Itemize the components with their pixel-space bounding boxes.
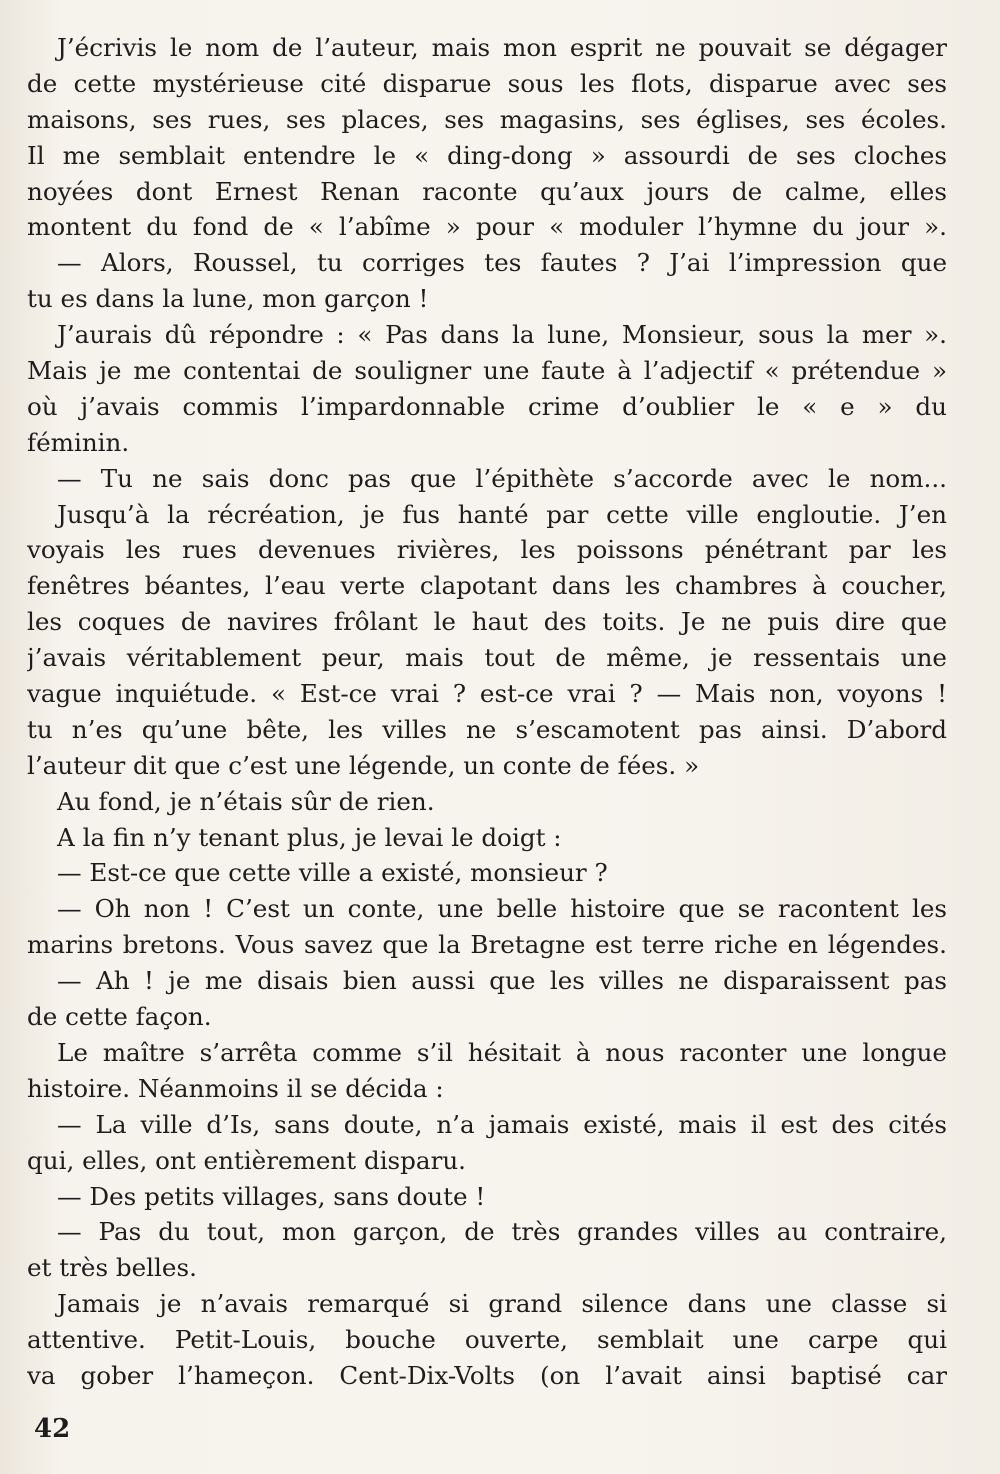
text-line: et très belles.	[27, 1253, 197, 1283]
text-line: fenêtres béantes, l’eau verte clapotant dans les chambres à coucher,	[27, 571, 947, 601]
text-line: Il me semblait entendre le « ding-dong » assourdi de ses cloches	[27, 140, 947, 170]
text-line: où j’avais commis l’impardonnable crime d’oublier le « e » du	[27, 391, 947, 421]
text-line: — La ville d’Is, sans doute, n’a jamais existé, mais il est des cités	[57, 1109, 947, 1139]
text-line: qui, elles, ont entièrement disparu.	[27, 1145, 467, 1175]
text-line: J’aurais dû répondre : « Pas dans la lune, Monsieur, sous la mer ».	[57, 320, 947, 350]
text-line: vague inquiétude. « Est-ce vrai ? est-ce vrai ? — Mais non, voyons !	[27, 679, 947, 709]
text-line: A la fin n’y tenant plus, je levai le doigt :	[57, 822, 562, 852]
text-line: noyées dont Ernest Renan raconte qu’aux jours de calme, elles	[27, 176, 947, 206]
text-line: histoire. Néanmoins il se décida :	[27, 1073, 444, 1103]
text-line: attentive. Petit-Louis, bouche ouverte, semblait une carpe qui	[27, 1325, 947, 1355]
text-line: — Ah ! je me disais bien aussi que les villes ne disparaissent pas	[57, 966, 947, 996]
text-line: voyais les rues devenues rivières, les poissons pénétrant par les	[27, 535, 947, 565]
text-line: Le maître s’arrêta comme s’il hésitait à nous raconter une longue	[57, 1037, 947, 1067]
text-line: — Oh non ! C’est un conte, une belle histoire que se racontent les	[57, 894, 947, 924]
text-line: Jusqu’à la récréation, je fus hanté par cette ville engloutie. J’en	[57, 499, 947, 529]
text-line: — Des petits villages, sans doute !	[57, 1181, 486, 1211]
text-line: — Tu ne sais donc pas que l’épithète s’accorde avec le nom...	[57, 463, 947, 493]
text-line: tu n’es qu’une bête, les villes ne s’escamotent pas ainsi. D’abord	[27, 714, 947, 744]
text-line: Au fond, je n’étais sûr de rien.	[57, 786, 435, 816]
text-line: maisons, ses rues, ses places, ses magasins, ses églises, ses écoles.	[27, 104, 947, 134]
text-line: j’avais véritablement peur, mais tout de même, je ressentais une	[27, 643, 947, 673]
text-line: tu es dans la lune, mon garçon !	[27, 284, 429, 314]
text-line: — Pas du tout, mon garçon, de très grandes villes au contraire,	[57, 1217, 947, 1247]
body-text	[27, 30, 947, 1394]
text-line: va gober l’hameçon. Cent-Dix-Volts (on l’avait ainsi baptisé car	[27, 1360, 947, 1390]
text-line: J’écrivis le nom de l’auteur, mais mon esprit ne pouvait se dégager	[57, 33, 947, 62]
text-line: l’auteur dit que c’est une légende, un conte de fées. »	[27, 750, 700, 780]
page-number: 42	[34, 1414, 71, 1444]
text-line: montent du fond de « l’abîme » pour « moduler l’hymne du jour ».	[27, 212, 947, 242]
text-line: — Alors, Roussel, tu corriges tes fautes ? J’ai l’impression que	[57, 248, 947, 278]
text-line: de cette façon.	[27, 1002, 212, 1032]
text-line: marins bretons. Vous savez que la Bretagne est terre riche en légendes.	[27, 930, 947, 960]
text-line: féminin.	[27, 427, 130, 457]
text-line: Jamais je n’avais remarqué si grand silence dans une classe si	[57, 1289, 947, 1319]
text-line: les coques de navires frôlant le haut des toits. Je ne puis dire que	[27, 607, 947, 637]
text-line: — Est-ce que cette ville a existé, monsieur ?	[57, 858, 608, 888]
text-line: Mais je me contentai de souligner une faute à l’adjectif « prétendue »	[27, 356, 947, 386]
text-line: de cette mystérieuse cité disparue sous les flots, disparue avec ses	[27, 68, 947, 98]
